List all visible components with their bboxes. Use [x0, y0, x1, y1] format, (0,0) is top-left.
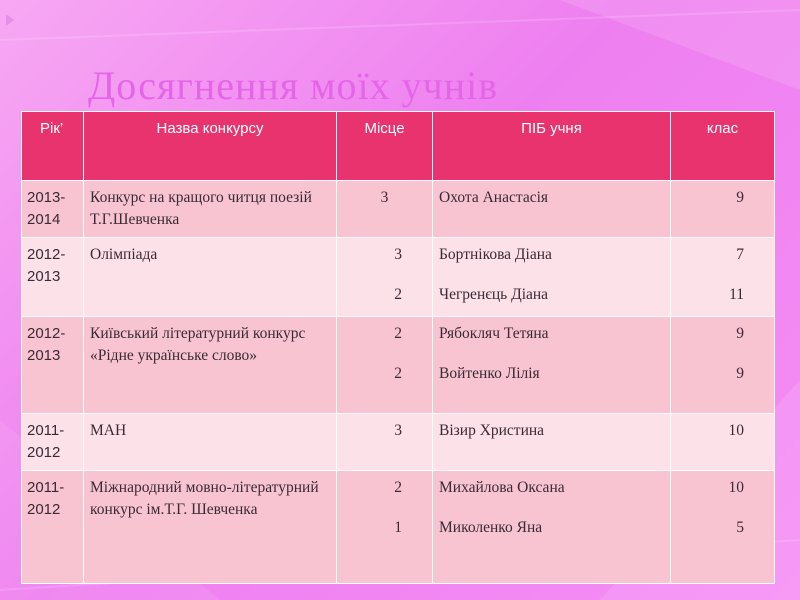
table-row	[22, 471, 775, 584]
table-row	[22, 317, 775, 414]
student-cell: Охота Анастасія	[433, 181, 671, 238]
place-cell: 2 1	[337, 471, 433, 584]
table-header-row	[22, 112, 775, 181]
year-cell: 2013-2014	[22, 181, 84, 238]
bullet-arrow-icon	[6, 14, 14, 26]
contest-cell: Київський літературний конкурс «Рідне українське слово»	[84, 317, 337, 414]
contest-cell: МАН	[84, 414, 337, 471]
year-cell: 2012-2013	[22, 317, 84, 414]
contest-cell: Міжнародний мовно-літературний конкурс ім.Т.Г. Шевченка	[84, 471, 337, 584]
header-place: Місце	[337, 112, 433, 181]
table-row	[22, 414, 775, 471]
grade-cell: 7 11	[671, 238, 775, 317]
slide-title: Досягнення моїх учнів	[88, 63, 499, 108]
place-cell: 3	[337, 414, 433, 471]
contest-cell: Конкурс на кращого читця поезій Т.Г.Шевченка	[84, 181, 337, 238]
grade-cell: 9	[671, 181, 775, 238]
student-cell: Рябокляч Тетяна Войтенко Лілія	[433, 317, 671, 414]
place-cell: 3 2	[337, 238, 433, 317]
student-cell: Михайлова Оксана Миколенко Яна	[433, 471, 671, 584]
header-year: Рік’	[22, 112, 84, 181]
grade-cell: 9 9	[671, 317, 775, 414]
year-cell: 2011-2012	[22, 471, 84, 584]
place-cell: 2 2	[337, 317, 433, 414]
header-student: ПІБ учня	[433, 112, 671, 181]
year-cell: 2011-2012	[22, 414, 84, 471]
contest-cell: Олімпіада	[84, 238, 337, 317]
grade-cell: 10 5	[671, 471, 775, 584]
grade-cell: 10	[671, 414, 775, 471]
header-grade: клас	[671, 112, 775, 181]
year-cell: 2012-2013	[22, 238, 84, 317]
student-cell: Бортнікова Діана Чегренєць Діана	[433, 238, 671, 317]
header-contest: Назва конкурсу	[84, 112, 337, 181]
achievements-table	[21, 111, 775, 584]
student-cell: Візир Христина	[433, 414, 671, 471]
place-cell: 3	[337, 181, 433, 238]
table-row	[22, 238, 775, 317]
table-row	[22, 181, 775, 238]
